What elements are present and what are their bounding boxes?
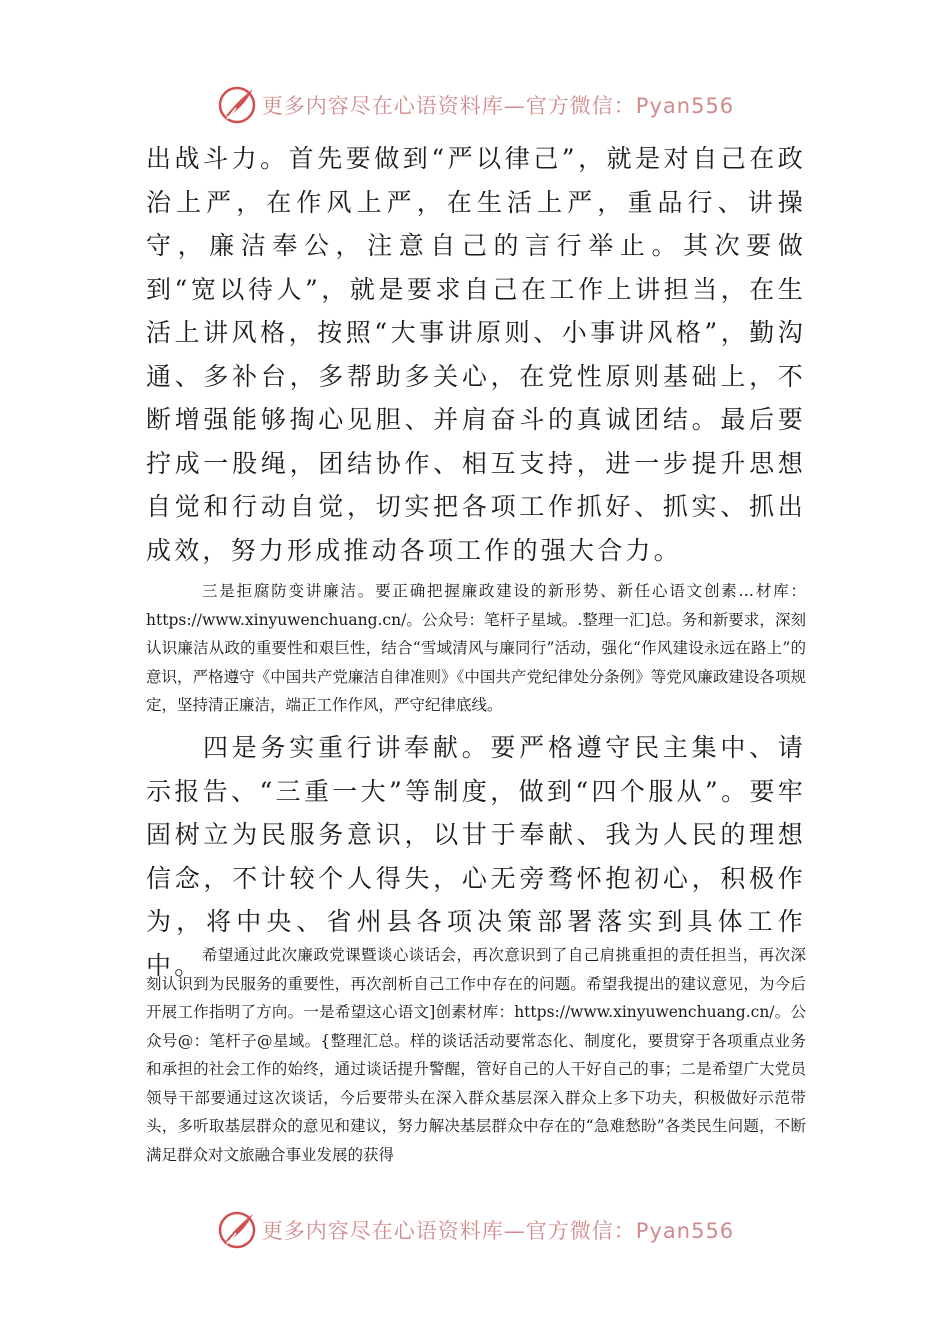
- footer-banner: [0, 1207, 950, 1253]
- quill-logo-icon: [216, 1209, 258, 1251]
- paragraph-hope: 希望通过此次廉政党课暨谈心谈话会，再次意识到了自己肩挑重担的责任担当，再次深刻认识到为民服务的重要性，再次剖析自己工作中存在的问题。希望我提出的建议意见，为今后开展工作指明了方向。一是希望这心语文]创素材库：https://www.xinyuwenchuang.cn/。公众号@：笔杆子@星域。{整理汇总。样的谈话活动要常态化、制度化，要贯穿于各项重点业务和承担的社会工作的始终，通过谈话提升警醒，管好自己的人干好自己的事；二是希望广大党员领导干部要通过这次谈话，今后要带头在深入群众基层深入群众上多下功夫，积极做好示范带头，多听取基层群众的意见和建议，努力解决基层群众中存在的“急难愁盼”各类民生问题，不断满足群众对文旅融合事业发展的获得: [146, 946, 806, 1164]
- paragraph-four: 四是务实重行讲奉献。要严格遵守民主集中、请示报告、“三重一大”等制度，做到“四个服从”。要牢固树立为民服务意识，以甘于奉献、我为人民的理想信念，不计较个人得失，心无旁骛怀抱初心，积极作为，将中央、省州县各项决策部署落实到具体工作中。: [146, 733, 806, 980]
- header-banner: [0, 82, 950, 128]
- quill-logo-icon: [216, 84, 258, 126]
- header-banner-text: 更多内容尽在心语资料库—官方微信：Pyan556: [261, 94, 735, 118]
- paragraph-three: 三是拒腐防变讲廉洁。要正确把握廉政建设的新形势、新任心语文创素…材库：https://www.xinyuwenchuang.cn/。公众号：笔杆子星域。.整理一汇]总。务和新要求，深刻认识廉洁从政的重要性和艰巨性，结合“雪域清风与廉同行”活动，强化“作风建设永远在路上”的意识，严格遵守《中国共产党廉洁自律准则》《中国共产党纪律处分条例》等党风廉政建设各项规定，坚持清正廉洁，端正工作作风，严守纪律底线。: [146, 582, 806, 714]
- footer-banner-text: 更多内容尽在心语资料库—官方微信：Pyan556: [261, 1219, 735, 1243]
- paragraph-continued: 出战斗力。首先要做到“严以律己”，就是对自己在政治上严，在作风上严，在生活上严，重品行、讲操守，廉洁奉公，注意自己的言行举止。其次要做到“宽以待人”，就是要求自己在工作上讲担当，在生活上讲风格，按照“大事讲原则、小事讲风格”，勤沟通、多补台，多帮助多关心，在党性原则基础上，不断增强能够掏心见胆、并肩奋斗的真诚团结。最后要拧成一股绳，团结协作、相互支持，进一步提升思想自觉和行动自觉，切实把各项工作抓好、抓实、抓出成效，努力形成推动各项工作的强大合力。: [146, 144, 806, 565]
